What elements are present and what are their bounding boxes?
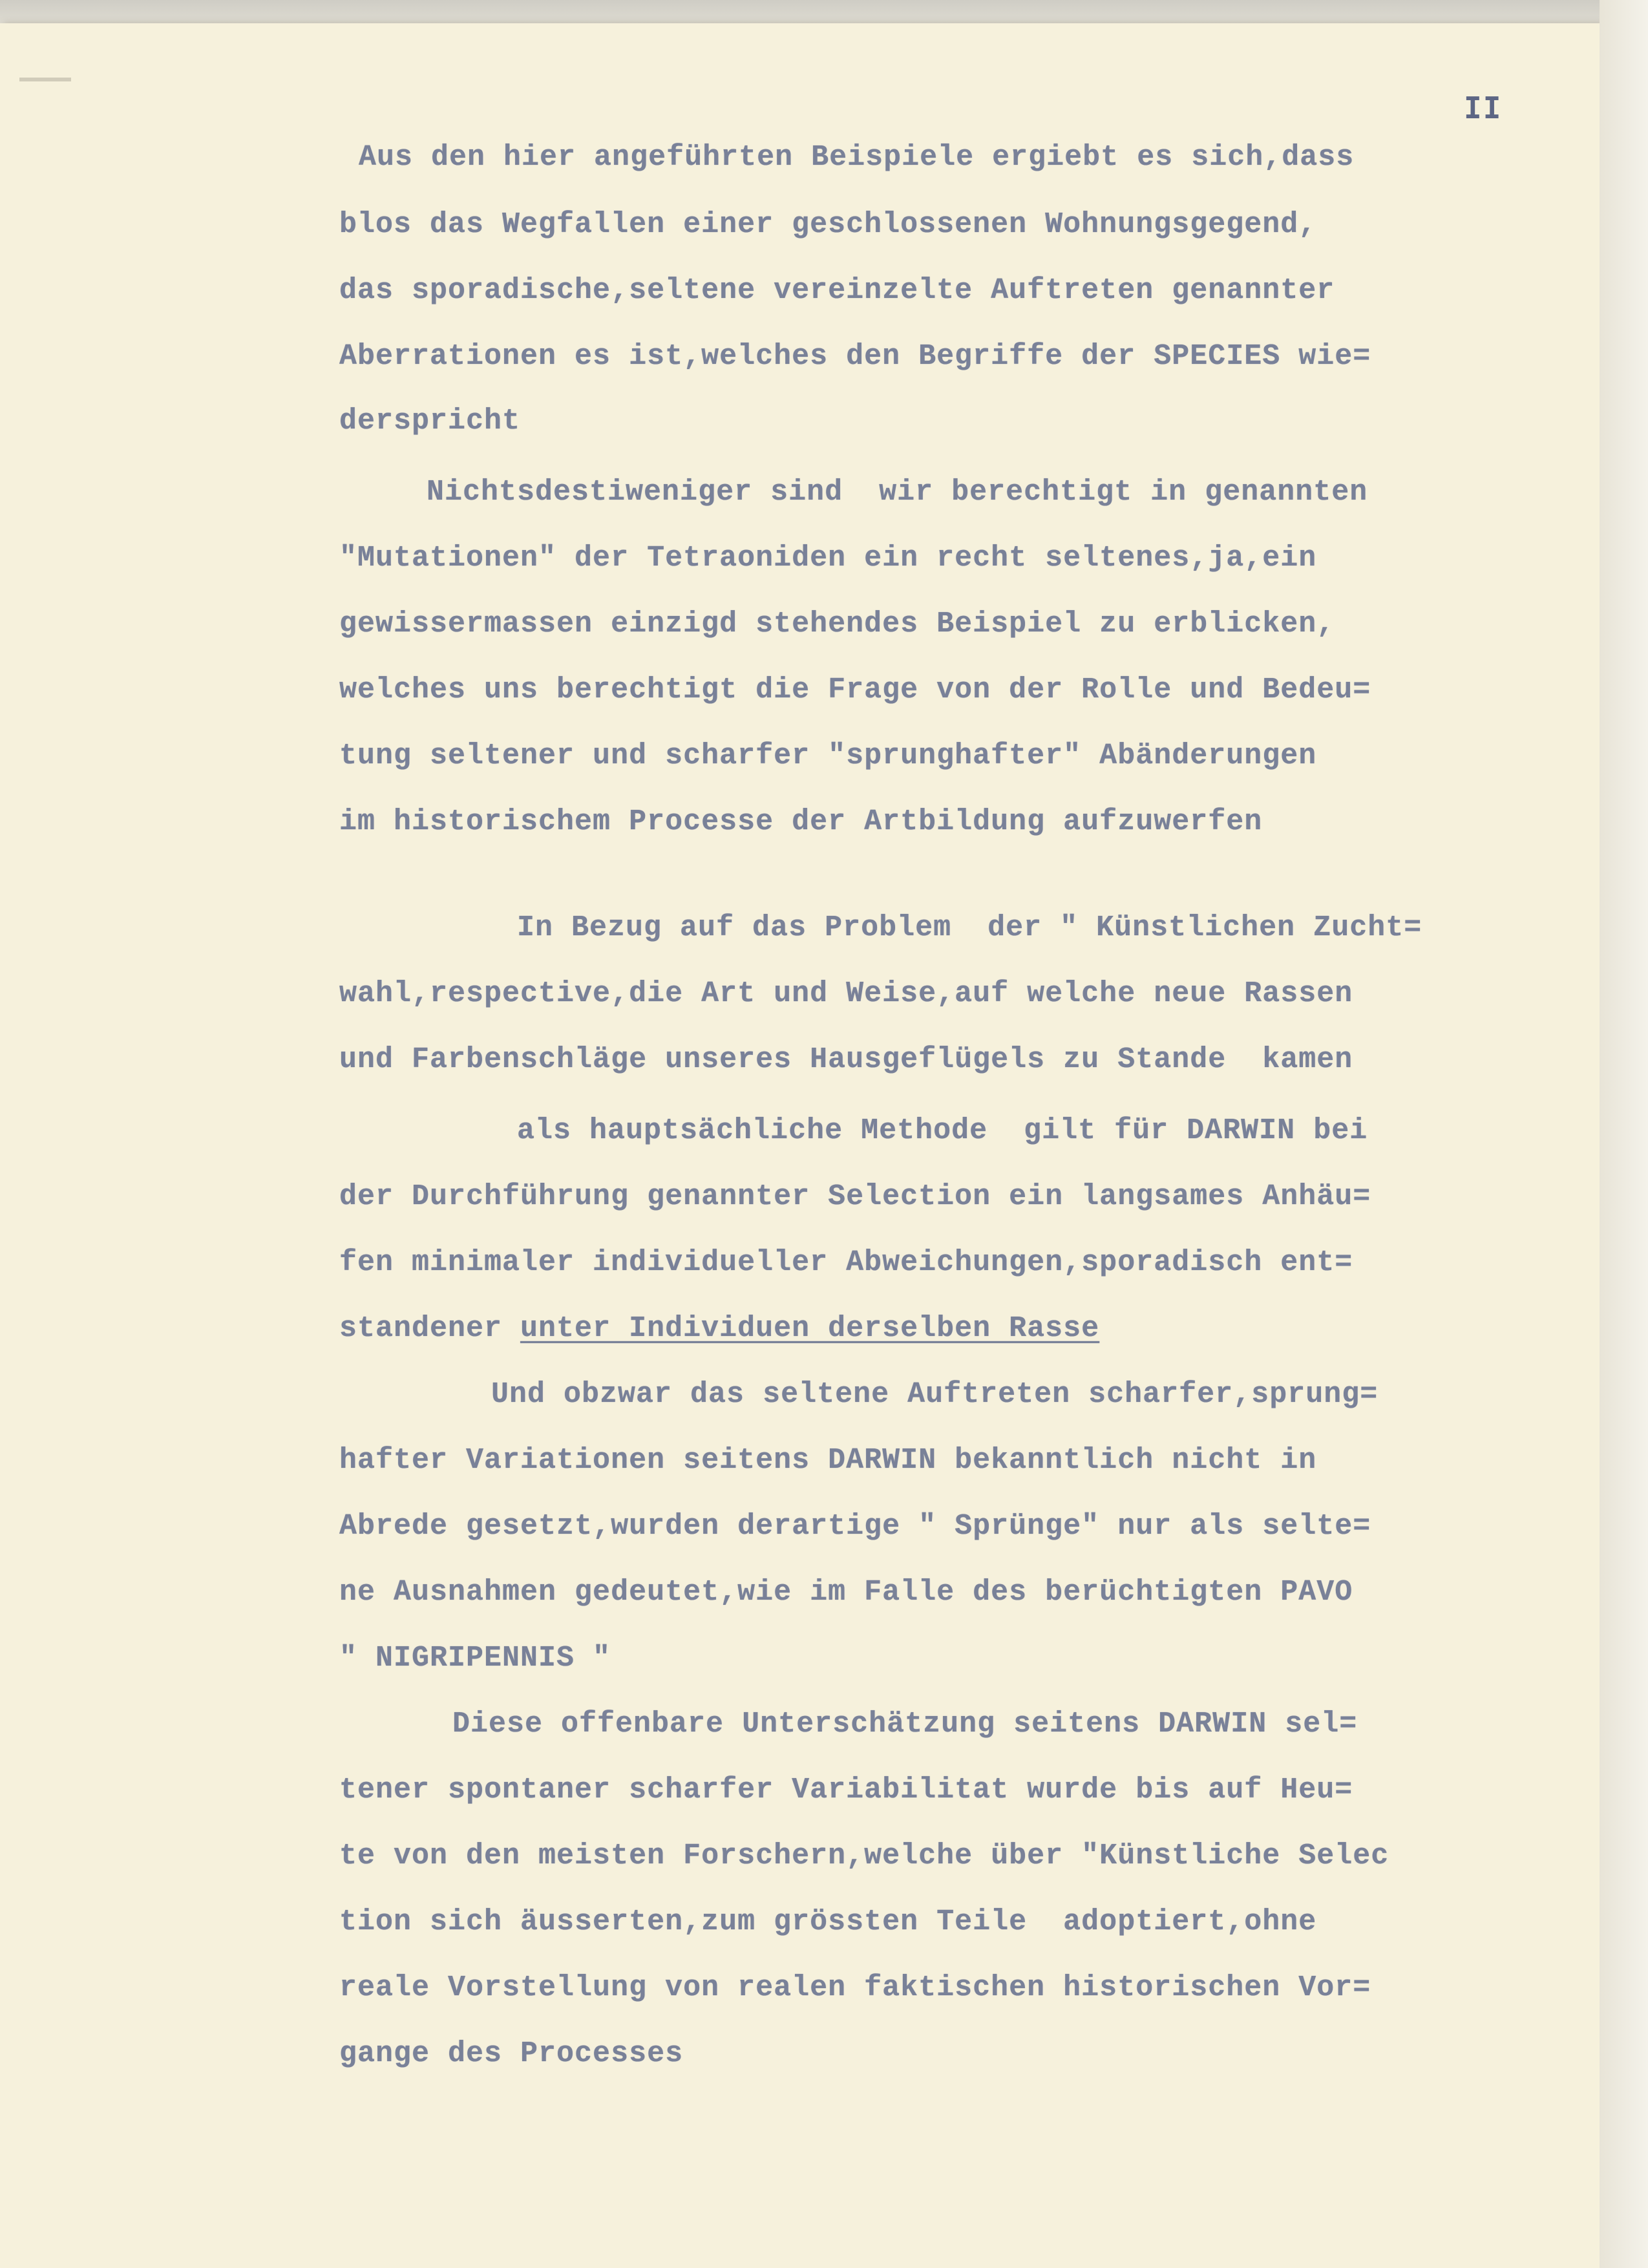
line-text: reale Vorstellung von realen faktischen historischen Vor= (339, 1971, 1371, 2004)
line-text: " NIGRIPENNIS " (339, 1642, 611, 1675)
line-text: Aberrationen es ist,welches den Begriffe der SPECIES wie= (339, 340, 1371, 373)
line-text: der Durchführung genannter Selection ein langsames Anhäu= (339, 1180, 1371, 1213)
line-text: tion sich äusserten,zum grössten Teile adoptiert,ohne (339, 1905, 1317, 1938)
text-line (339, 208, 1587, 242)
text-line (339, 2037, 1587, 2071)
text-line (339, 1246, 1587, 1280)
text-line (452, 1708, 1648, 1741)
line-text: tung seltener und scharfer "sprunghafter" Abänderungen (339, 739, 1317, 772)
text-line (427, 476, 1648, 509)
text-line (339, 1839, 1587, 1873)
text-line (339, 1905, 1587, 1939)
text-line (339, 608, 1587, 641)
line-text: te von den meisten Forschern,welche über "Künstliche Selec (339, 1839, 1389, 1872)
text-line (339, 673, 1587, 707)
line-text: blos das Wegfallen einer geschlossenen Wohnungsgegend, (339, 208, 1317, 241)
text-line (339, 1312, 1587, 1346)
line-text: Diese offenbare Unterschätzung seitens DARWIN sel= (452, 1708, 1358, 1741)
text-line (339, 1774, 1587, 1807)
line-text: Aus den hier angeführten Beispiele ergiebt es sich,dass (359, 141, 1355, 174)
line-text: standener (339, 1312, 521, 1345)
line-text: In Bezug auf das Problem der " Künstlichen Zucht= (517, 911, 1422, 944)
text-line (339, 1971, 1587, 2005)
line-text: fen minimaler individueller Abweichungen,sporadisch ent= (339, 1246, 1353, 1279)
underlined-text: unter Individuen derselben Rasse (520, 1312, 1100, 1345)
text-line (339, 1180, 1587, 1214)
line-text: welches uns berechtigt die Frage von der Rolle und Bedeu= (339, 673, 1371, 706)
line-text: ne Ausnahmen gedeutet,wie im Falle des berüchtigten PAVO (339, 1576, 1353, 1609)
line-text: hafter Variationen seitens DARWIN bekanntlich nicht in (339, 1444, 1317, 1477)
line-text: das sporadische,seltene vereinzelte Auftreten genannter (339, 274, 1335, 307)
text-line (339, 977, 1587, 1011)
line-text: tener spontaner scharfer Variabilitat wurde bis auf Heu= (339, 1774, 1353, 1807)
line-text: Nichtsdestiweniger sind wir berechtigt in genannten (427, 476, 1368, 509)
line-text: "Mutationen" der Tetraoniden ein recht seltenes,ja,ein (339, 542, 1317, 575)
text-line (339, 739, 1587, 773)
text-line (491, 1378, 1648, 1412)
line-text: und Farbenschläge unseres Hausgeflügels zu Stande kamen (339, 1043, 1353, 1076)
line-text: Und obzwar das seltene Auftreten scharfer,sprung= (491, 1378, 1379, 1411)
text-line (339, 1444, 1587, 1478)
page-number: II (1464, 90, 1503, 125)
text-line (339, 805, 1587, 839)
text-line (339, 542, 1587, 575)
text-line (339, 405, 1587, 438)
text-line (339, 340, 1587, 374)
text-line (339, 1642, 1587, 1675)
text-line (517, 911, 1648, 945)
text-line (339, 1576, 1587, 1609)
text-line (359, 141, 1606, 175)
line-text: derspricht (339, 405, 521, 438)
paper-edge-mark (19, 78, 71, 81)
line-text: gange des Processes (339, 2037, 684, 2070)
line-text: im historischem Processe der Artbildung aufzuwerfen (339, 805, 1263, 838)
text-line (517, 1114, 1648, 1148)
line-text: Abrede gesetzt,wurden derartige " Sprünge" nur als selte= (339, 1510, 1371, 1543)
line-text: gewissermassen einzigd stehendes Beispiel zu erblicken, (339, 608, 1335, 641)
text-line (339, 1043, 1587, 1077)
text-line (339, 1510, 1587, 1543)
line-text: als hauptsächliche Methode gilt für DARWIN bei (517, 1114, 1368, 1147)
line-text: wahl,respective,die Art und Weise,auf welche neue Rassen (339, 977, 1353, 1010)
text-line (339, 274, 1587, 308)
